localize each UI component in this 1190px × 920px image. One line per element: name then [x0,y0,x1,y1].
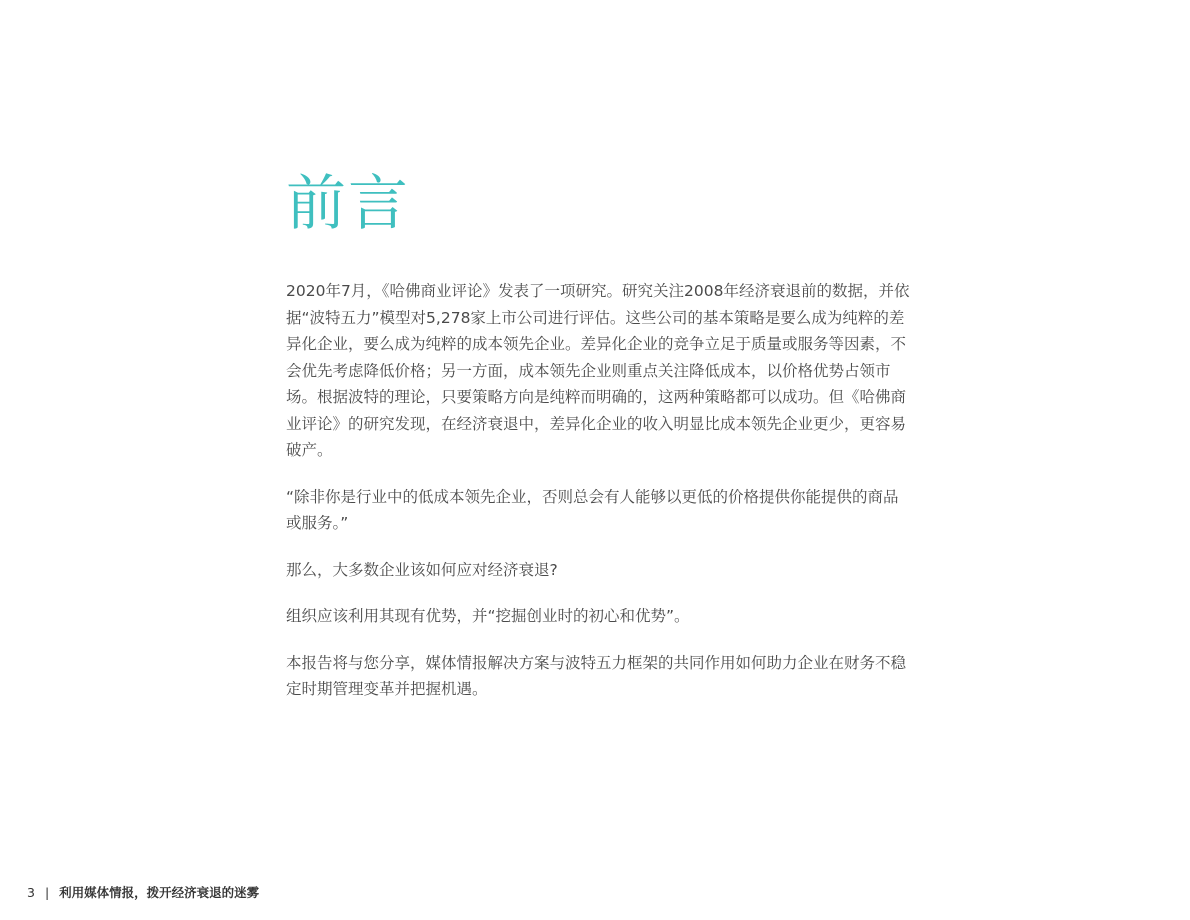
paragraph-answer: 组织应该利用其现有优势，并“挖掘创业时的初心和优势”。 [286,607,690,625]
page-title: 前言 [286,169,410,239]
paragraph-report-summary: 本报告将与您分享，媒体情报解决方案与波特五力框架的共同作用如何助力企业在财务不稳定时期管理变革并把握机遇。 [286,653,907,698]
footer-separator: | [44,885,50,900]
page-footer [27,883,259,903]
paragraph-quote: “除非你是行业中的低成本领先企业，否则总会有人能够以更低的价格提供你能提供的商品或服务。” [286,487,899,532]
body-text [286,278,910,723]
paragraph-question: 那么，大多数企业该如何应对经济衰退? [286,560,558,579]
paragraph-intro: 2020年7月，《哈佛商业评论》发表了一项研究。研究关注2008年经济衰退前的数据，并依据“波特五力”模型对5,278家上市公司进行评估。这些公司的基本策略是要么成为纯粹的差异化企业，要么成为纯粹的成本领先企业。差异化企业的竞争立足于质量或服务等因素，不会优先考虑降低价格；另一方面，成本领先企业则重点关注降低成本，以价格优势占领市场。根据波特的理论，只要策略方向是纯粹而明确的，这两种策略都可以成功。但《哈佛商业评论》的研究发现，在经济衰退中，差异化企业的收入明显比成本领先企业更少，更容易破产。 [286,282,910,459]
page-number: 3 [27,885,35,900]
footer-title: 利用媒体情报，拨开经济衰退的迷雾 [59,885,260,900]
